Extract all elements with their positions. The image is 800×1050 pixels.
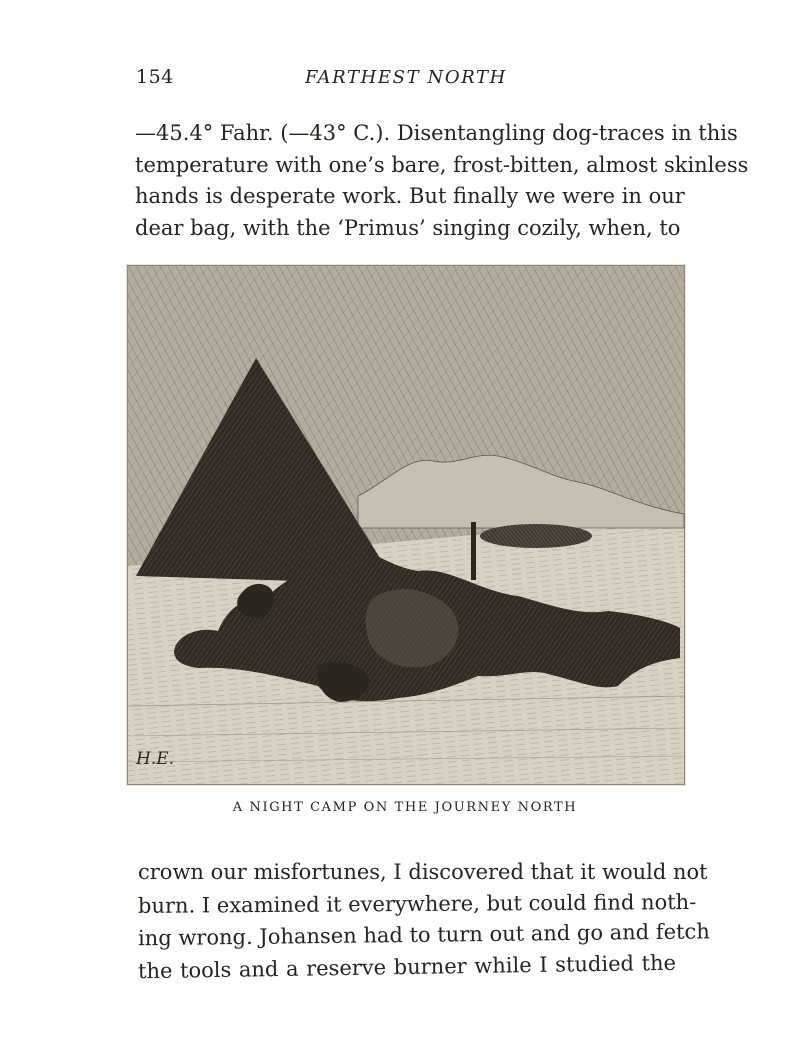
text-line: temperature with one’s bare, frost-bitten, almost skinless: [135, 152, 749, 177]
text-line: burn. I examined it everywhere, but could find noth-: [137, 889, 697, 918]
text-line: the tools and a reserve burner while I studied the: [137, 950, 677, 983]
text-line: crown our misfortunes, I discovered that it would not: [138, 860, 708, 884]
top-paragraph: [135, 118, 749, 244]
illustration-plate: [127, 265, 685, 785]
text-line: dear bag, with the ‘Primus’ singing cozily, when, to: [135, 215, 681, 240]
text-line: ing wrong. Johansen had to turn out and go and fetch: [137, 919, 710, 951]
text-line: —45.4° Fahr. (—43° C.). Disentangling dog-traces in this: [135, 121, 738, 145]
text-line: hands is desperate work. But finally we were in our: [135, 184, 685, 208]
illustration-caption: A NIGHT CAMP ON THE JOURNEY NORTH: [232, 800, 578, 815]
page-header: [136, 66, 676, 92]
page-number: 154: [136, 66, 174, 88]
distant-sledge: [480, 524, 592, 548]
artist-monogram: H.E.: [136, 749, 175, 769]
sledge-pole: [471, 522, 476, 580]
bottom-paragraph: [137, 857, 710, 983]
running-title: FARTHEST NORTH: [305, 67, 507, 88]
night-camp-etching: [128, 266, 684, 784]
